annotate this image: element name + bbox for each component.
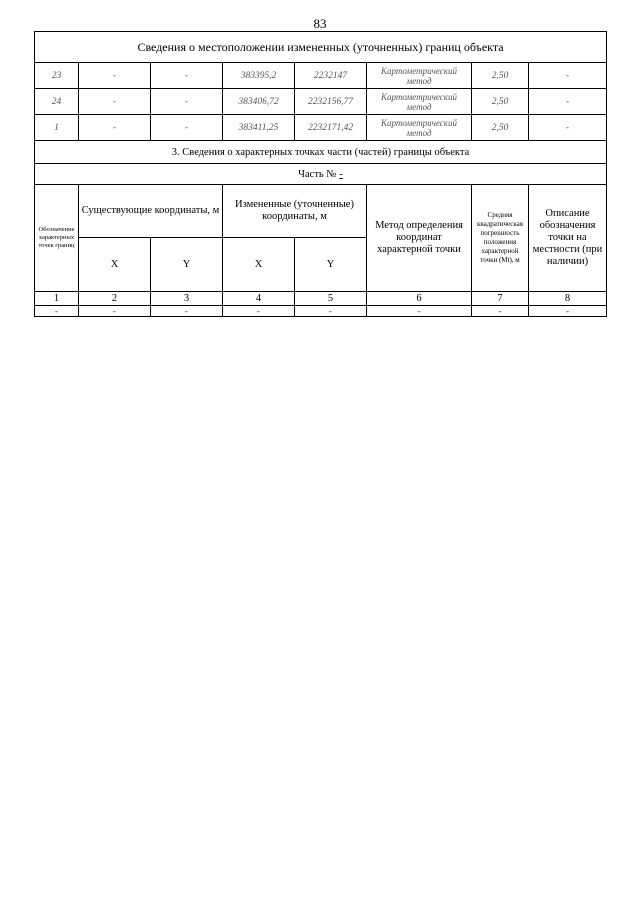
header-changed-y: Y — [295, 238, 367, 292]
empty-cell: - — [79, 306, 151, 317]
section-title-row — [35, 32, 607, 63]
column-number: 6 — [367, 292, 472, 306]
existing-x-cell: - — [79, 115, 151, 141]
table-row — [35, 115, 607, 141]
header-existing-x: X — [79, 238, 151, 292]
accuracy-cell: 2,50 — [472, 63, 529, 89]
table-row — [35, 89, 607, 115]
part-cell — [35, 164, 607, 185]
empty-cell: - — [295, 306, 367, 317]
changed-y-cell: 2232156,77 — [295, 89, 367, 115]
column-numbers-row — [35, 292, 607, 306]
column-number: 3 — [151, 292, 223, 306]
point-id-cell: 23 — [35, 63, 79, 89]
description-cell: - — [529, 63, 607, 89]
header-point-id: Обозначение характерных точек границ — [35, 185, 79, 292]
description-cell: - — [529, 115, 607, 141]
column-number: 2 — [79, 292, 151, 306]
empty-cell: - — [529, 306, 607, 317]
existing-y-cell: - — [151, 63, 223, 89]
part-row — [35, 164, 607, 185]
column-number: 5 — [295, 292, 367, 306]
header-changed-coords: Измененные (уточненные) координаты, м — [223, 185, 367, 238]
table-row — [35, 306, 607, 317]
column-number: 4 — [223, 292, 295, 306]
changed-x-cell: 383395,2 — [223, 63, 295, 89]
changed-x-cell: 383406,72 — [223, 89, 295, 115]
method-cell: Картометрический метод — [367, 115, 472, 141]
page-number: 83 — [313, 16, 327, 31]
changed-y-cell: 2232171,42 — [295, 115, 367, 141]
header-existing-y: Y — [151, 238, 223, 292]
boundary-table — [34, 31, 607, 317]
empty-cell: - — [35, 306, 79, 317]
header-row — [35, 185, 607, 238]
empty-cell: - — [472, 306, 529, 317]
method-cell: Картометрический метод — [367, 89, 472, 115]
method-cell: Картометрический метод — [367, 63, 472, 89]
empty-cell: - — [223, 306, 295, 317]
existing-y-cell: - — [151, 115, 223, 141]
accuracy-cell: 2,50 — [472, 89, 529, 115]
description-cell: - — [529, 89, 607, 115]
sub-heading: 3. Сведения о характерных точках части (частей) границы объекта — [35, 141, 607, 164]
part-value: - — [339, 168, 343, 180]
part-label: Часть № — [298, 168, 337, 180]
column-number: 1 — [35, 292, 79, 306]
empty-cell: - — [151, 306, 223, 317]
column-number: 8 — [529, 292, 607, 306]
table-row — [35, 63, 607, 89]
existing-x-cell: - — [79, 63, 151, 89]
point-id-cell: 1 — [35, 115, 79, 141]
sub-heading-row — [35, 141, 607, 164]
changed-y-cell: 2232147 — [295, 63, 367, 89]
header-changed-x: X — [223, 238, 295, 292]
existing-y-cell: - — [151, 89, 223, 115]
point-id-cell: 24 — [35, 89, 79, 115]
section-title: Сведения о местоположении измененных (уточненных) границ объекта — [35, 32, 607, 63]
column-number: 7 — [472, 292, 529, 306]
accuracy-cell: 2,50 — [472, 115, 529, 141]
header-existing-coords: Существующие координаты, м — [79, 185, 223, 238]
header-accuracy: Средняя квадратическая погрешность положения характерной точки (Мt), м — [472, 185, 529, 292]
existing-x-cell: - — [79, 89, 151, 115]
empty-cell: - — [367, 306, 472, 317]
changed-x-cell: 383411,25 — [223, 115, 295, 141]
header-description: Описание обозначения точки на местности (при наличии) — [529, 185, 607, 292]
header-method: Метод определения координат характерной точки — [367, 185, 472, 292]
